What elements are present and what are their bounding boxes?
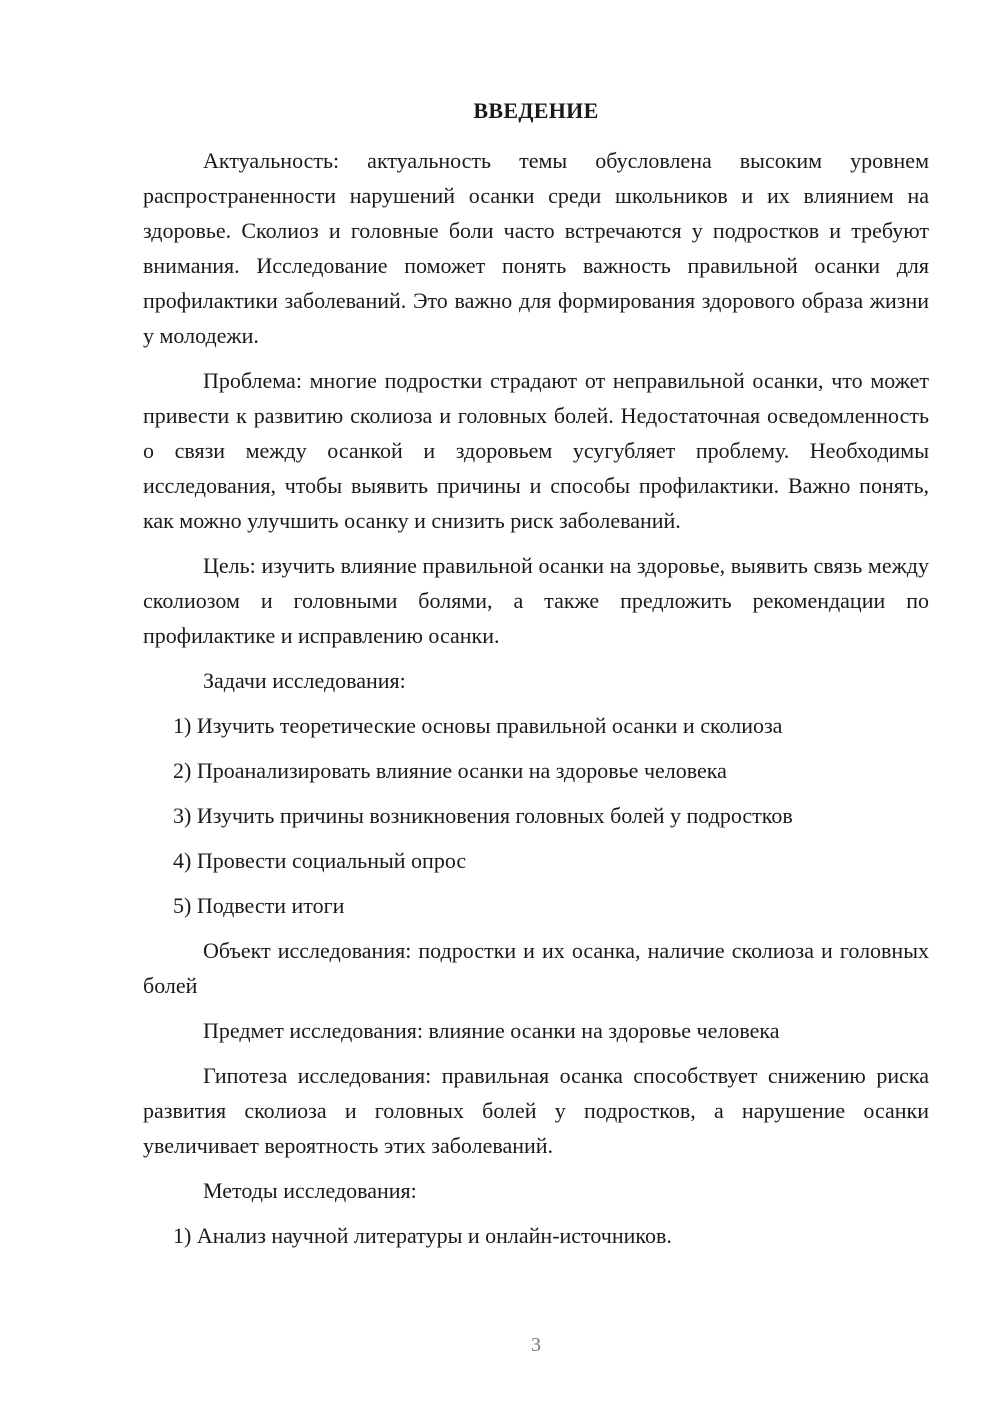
page-body — [143, 143, 929, 1263]
list-item: 4) Провести социальный опрос — [173, 848, 467, 873]
list-item: 5) Подвести итоги — [173, 893, 345, 918]
paragraph-hypothesis: Гипотеза исследования: правильная осанка способствует снижению риска развития сколиоза и головных болей у подростков, а нарушение осанки увеличивает вероятность этих заболеваний. — [143, 1063, 929, 1158]
paragraph-subject: Предмет исследования: влияние осанки на здоровье человека — [203, 1018, 780, 1043]
page-title: ВВЕДЕНИЕ — [473, 98, 599, 123]
page-number: 3 — [531, 1334, 541, 1356]
paragraph-relevance: Актуальность: актуальность темы обусловлена высоким уровнем распространенности нарушений осанки среди школьников и их влиянием на здоровье. Сколиоз и головные боли часто встречаются у подростков и требуют внимания. Исследование поможет понять важность правильной осанки для профилактики заболеваний. Это важно для формирования здорового образа жизни у молодежи. — [143, 148, 929, 348]
list-item: 1) Анализ научной литературы и онлайн-источников. — [173, 1223, 672, 1248]
list-item: 3) Изучить причины возникновения головных болей у подростков — [173, 803, 793, 828]
paragraph-goal: Цель: изучить влияние правильной осанки на здоровье, выявить связь между сколиозом и головными болями, а также предложить рекомендации по профилактике и исправлению осанки. — [143, 553, 929, 648]
paragraph-object: Объект исследования: подростки и их осанка, наличие сколиоза и головных болей — [143, 938, 929, 998]
paragraph-problem: Проблема: многие подростки страдают от неправильной осанки, что может привести к развитию сколиоза и головных болей. Недостаточная осведомленность о связи между осанкой и здоровьем усугубляет проблему. Необходимы исследования, чтобы выявить причины и способы профилактики. Важно понять, как можно улучшить осанку и снизить риск заболеваний. — [143, 368, 929, 533]
methods-heading: Методы исследования: — [203, 1178, 417, 1203]
list-item: 2) Проанализировать влияние осанки на здоровье человека — [173, 758, 727, 783]
tasks-list — [143, 708, 929, 923]
tasks-heading: Задачи исследования: — [203, 668, 406, 693]
list-item: 1) Изучить теоретические основы правильной осанки и сколиоза — [173, 713, 783, 738]
methods-list — [143, 1218, 929, 1253]
